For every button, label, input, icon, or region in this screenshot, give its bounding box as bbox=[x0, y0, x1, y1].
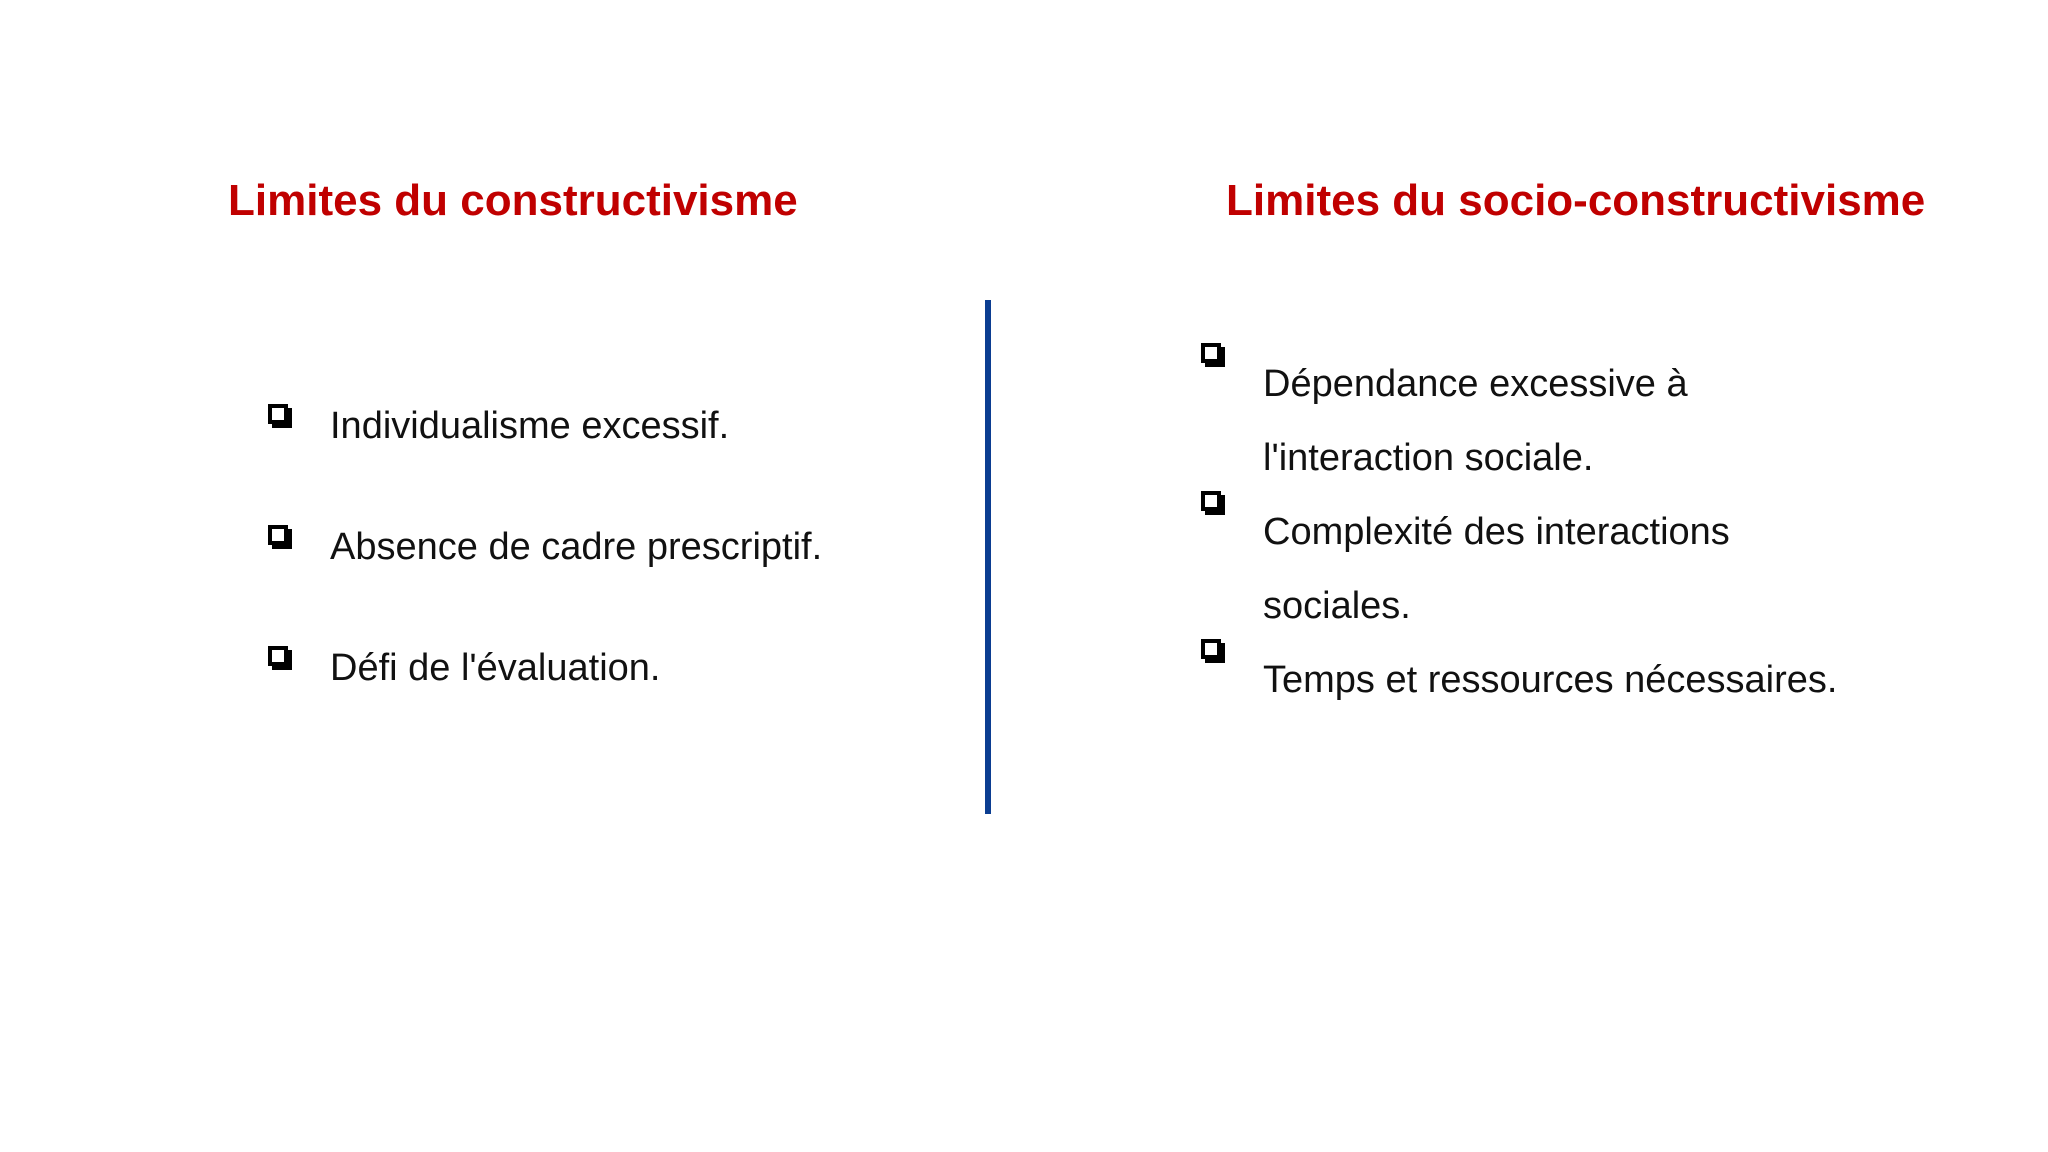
checkbox-bullet-icon bbox=[268, 646, 288, 666]
checkbox-bullet-icon bbox=[268, 525, 288, 545]
list-item-label: Absence de cadre prescriptif. bbox=[330, 526, 823, 568]
checkbox-bullet-icon bbox=[1201, 343, 1221, 363]
list-item bbox=[1201, 632, 1983, 728]
checkbox-bullet-icon bbox=[1201, 491, 1221, 511]
list-item-label: Dépendance excessive à bbox=[1263, 363, 1688, 405]
checkbox-bullet-icon bbox=[1201, 639, 1221, 659]
list-item-label-continued: l'interaction sociale. bbox=[1263, 437, 1594, 479]
left-limits-list bbox=[268, 400, 822, 763]
list-item bbox=[268, 400, 822, 452]
left-column-title: Limites du constructivisme bbox=[228, 176, 798, 225]
right-limits-list bbox=[1201, 358, 1983, 728]
list-item bbox=[268, 521, 822, 573]
list-item bbox=[1201, 336, 1983, 506]
list-item-label: Temps et ressources nécessaires. bbox=[1263, 659, 1838, 701]
list-item-label: Défi de l'évaluation. bbox=[330, 647, 661, 689]
list-item-label: Complexité des interactions bbox=[1263, 511, 1730, 553]
list-item-label: Individualisme excessif. bbox=[330, 405, 730, 447]
list-item-label-continued: sociales. bbox=[1263, 585, 1411, 627]
list-item bbox=[268, 642, 822, 694]
list-item bbox=[1201, 484, 1983, 654]
column-divider bbox=[985, 300, 991, 814]
checkbox-bullet-icon bbox=[268, 404, 288, 424]
right-column-title: Limites du socio-constructivisme bbox=[1226, 176, 1926, 225]
